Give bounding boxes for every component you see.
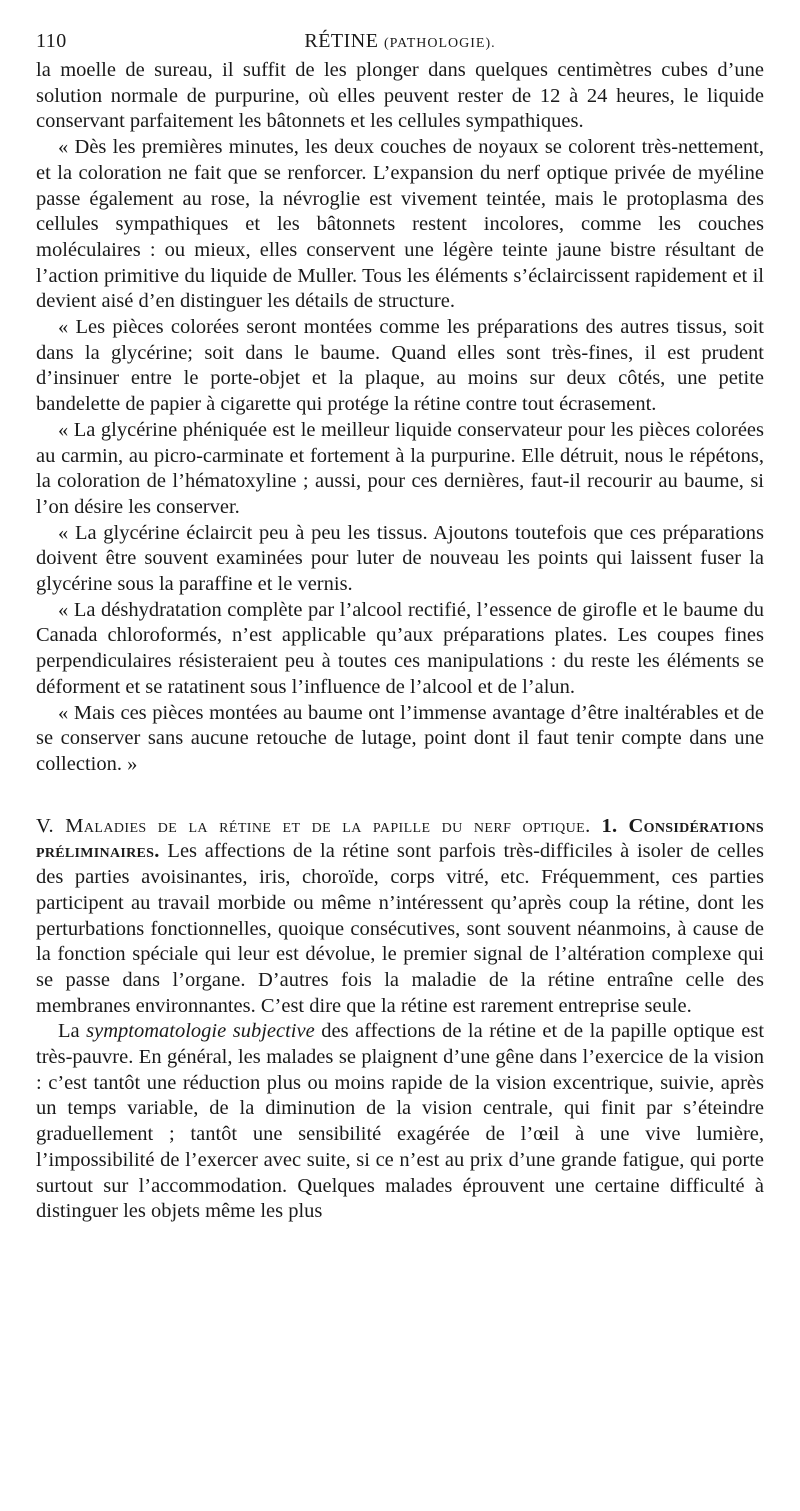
italic-term: symptomatologie subjective bbox=[86, 1020, 315, 1043]
paragraph-quote: « Les pièces colorées seront montées comme les préparations des autres tissus, soit dans la glycérine; soit dans le baume. Quand elles sont très-fines, il est prudent d’insinuer entre le porte-objet et la plaque, au moins sur deux côtés, une petite bandelette de papier à cigarette qui protége la rétine contre tout écrasement. bbox=[36, 316, 764, 416]
paragraph-quote: « La glycérine phéniquée est le meilleur liquide conservateur pour les pièces colorées au carmin, au picro-carminate et fortement à la purpurine. Elle détruit, nous le répétons, la coloration de l’hématoxyline ; aussi, pour ces dernières, faut-il recourir au baume, si l’on désire les conserver. bbox=[36, 418, 764, 518]
document-page bbox=[36, 28, 764, 1225]
section-heading: V. Maladies de la rétine et de la papille du nerf optique. bbox=[36, 814, 591, 837]
running-head-subtitle: (PATHOLOGIE). bbox=[383, 36, 496, 51]
running-head-title: RÉTINE bbox=[304, 30, 379, 52]
paragraph-text: des affections de la rétine et de la papille optique est très-pauvre. En général, les malades se plaignent d’une gêne dans l’exercice de la vision : c’est tantôt une réduction plus ou moins rapide de la vision excentrique, suivie, après un temps variable, de la diminution de la vision centrale, qui finit par s’éteindre graduellement ; tantôt une sensibilité exagérée de l’œil à une vive lumière, l’impossibilité de l’exercer avec suite, si ce n’est au prix d’une grande fatigue, qui porte surtout sur l’accommodation. Quelques malades éprouvent une certaine difficulté à distinguer les objets même les plus bbox=[36, 1020, 765, 1223]
page-number: 110 bbox=[36, 30, 67, 52]
running-head bbox=[36, 30, 764, 53]
paragraph-quote: « Dès les premières minutes, les deux couches de noyaux se colorent très-nettement, et la coloration ne fait que se renforcer. L’expansion du nerf optique privée de myéline passe également au rose, la névroglie est vivement teintée, mais le protoplasma des cellules sympathiques et les bâtonnets restent incolores, comme les couches moléculaires : ou mieux, elles conservent une légère teinte jaune bistre résultant de l’action primitive du liquide de Muller. Tous les éléments s’éclaircissent rapidement et il devient aisé d’en distinguer les détails de structure. bbox=[36, 136, 764, 313]
section-text: Les affections de la rétine sont parfois très-difficiles à isoler de celles des parties avoisinantes, iris, choroïde, corps vitré, etc. Fréquemment, ces parties participent au travail morbide ou même n’intéressent qu’après coup la rétine, dont les perturbations fonctionnelles, quoique consécutives, sont souvent néanmoins, à cause de la fonction spéciale qui leur est dévolue, le premier signal de l’altération complexe qui se passe dans l’organe. D’autres fois la maladie de la rétine entraîne celle des membranes environnantes. C’est dire que la rétine est rarement entreprise seule. bbox=[36, 840, 765, 1017]
section-second-paragraph bbox=[36, 1019, 764, 1225]
page-header bbox=[36, 28, 764, 58]
paragraph-quote: « La déshydratation complète par l’alcool rectifié, l’essence de girofle et le baume du Canada chloroformés, n’est applicable qu’aux préparations plates. Les coupes fines perpendiculaires résisteraient peu à toutes ces manipulations : du reste les éléments se déforment et se ratatinent sous l’influence de l’alcool et de l’alun. bbox=[36, 598, 764, 698]
section-spacer bbox=[36, 778, 764, 814]
paragraph-continuation: la moelle de sureau, il suffit de les plonger dans quelques centimètres cubes d’une solution normale de purpurine, où elles peuvent rester de 12 à 24 heures, le liquide conservant parfaitement les bâtonnets et les cellules sympathiques. bbox=[36, 59, 764, 133]
paragraph-lead-word: La bbox=[58, 1020, 80, 1043]
section-subheading: 1. Considérations préliminaires. bbox=[36, 814, 765, 863]
paragraph-quote: « Mais ces pièces montées au baume ont l’immense avantage d’être inaltérables et de se conserver sans aucune retouche de lutage, point dont il faut tenir compte dans une collection. » bbox=[36, 701, 764, 775]
section-first-paragraph bbox=[36, 814, 764, 1020]
paragraph-quote: « La glycérine éclaircit peu à peu les tissus. Ajoutons toutefois que ces préparations doivent être souvent examinées pour luter de nouveau les points qui laissent fuser la glycérine sous la paraffine et le vernis. bbox=[36, 521, 764, 596]
